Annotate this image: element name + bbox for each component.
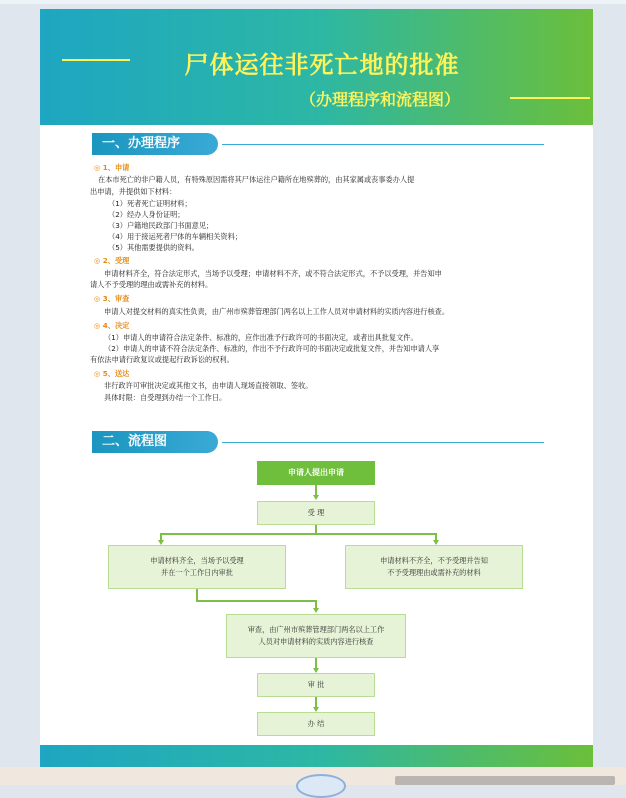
procedure-text-line: （2）申请人的申请不符合法定条件、标准的，作出不予行政许可的书面决定或批复文件，并告知申请人享 [104, 344, 440, 353]
procedure-step-heading: ◎ 2、受理 [94, 256, 130, 265]
subtitle-right-line [510, 97, 590, 99]
footer-banner [40, 745, 593, 767]
flow-review-line-1: 审查，由广州市殡葬管理部门两名以上工作 [247, 625, 385, 634]
flow-branch-line [160, 533, 436, 535]
flow-accepted-line-2: 并在一个工作日内审批 [161, 568, 233, 577]
title-left-line [62, 59, 130, 61]
viewer-page-indicator[interactable] [296, 774, 346, 798]
flow-review-box [226, 614, 406, 658]
flow-rejected-line-2: 不予受理理由或需补充的材料 [387, 568, 481, 577]
section-2-rule [222, 442, 544, 443]
flow-line [315, 525, 317, 533]
procedure-step-heading: ◎ 5、送达 [94, 369, 130, 378]
procedure-text-line: 出申请，并提供如下材料： [90, 187, 177, 196]
flow-start-box: 申请人提出申请 [257, 461, 375, 485]
page-subtitle: （办理程序和流程图） [299, 90, 460, 109]
procedure-text-line: （1）申请人的申请符合法定条件、标准的，应作出准予行政许可的书面决定，或者出具批复文件。 [104, 333, 418, 342]
flow-arrow [313, 608, 319, 613]
section-1-rule [222, 144, 544, 145]
procedure-text-line: （5）其他需要提供的资料。 [108, 243, 199, 252]
flow-finish-box: 办 结 [257, 712, 375, 736]
flow-accepted-line-1: 申请材料齐全，当场予以受理 [150, 556, 244, 565]
flow-accept-box: 受 理 [257, 501, 375, 525]
procedure-step-heading: ◎ 1、申请 [94, 163, 130, 172]
procedure-step-heading: ◎ 3、审查 [94, 294, 130, 303]
procedure-text-line: 申请人对提交材料的真实性负责，由广州市殡葬管理部门两名以上工作人员对申请材料的实质内容进行核查。 [104, 307, 450, 316]
page-title: 尸体运往非死亡地的批准 [184, 51, 460, 79]
flow-accepted-box [108, 545, 286, 589]
section-2-heading: 二、流程图 [92, 431, 218, 453]
flow-rejected-box [345, 545, 523, 589]
flow-rejected-line-1: 申请材料不齐全，不予受理并告知 [380, 556, 488, 565]
flow-review-line-2: 人员对申请材料的实质内容进行核查 [258, 637, 374, 646]
flow-line [196, 600, 316, 602]
viewer-bottom-thumbnails [395, 776, 615, 785]
procedure-text-line: 申请材料齐全，符合法定形式，当场予以受理；申请材料不齐，或不符合法定形式，不予以受理，并告知申 [104, 269, 442, 278]
procedure-text-line: （1）死者死亡证明材料； [108, 199, 192, 208]
procedure-text-line: 有依法申请行政复议或提起行政诉讼的权利。 [90, 355, 234, 364]
flow-arrow [313, 495, 319, 500]
procedure-text-line: （2）经办人身份证明； [108, 210, 185, 219]
procedure-text-line: 在本市死亡的非户籍人员，有特殊原因需将其尸体运往户籍所在地殡葬的，由其家属或丧事委办人提 [98, 175, 415, 184]
procedure-text-line: 非行政许可审批决定或其他文书，由申请人现场直接领取、签收。 [104, 381, 313, 390]
procedure-text-line: 请人不予受理的理由或需补充的材料。 [90, 280, 213, 289]
flow-approve-box: 审 批 [257, 673, 375, 697]
procedure-text-line: （3）户籍地民政部门书面意见； [108, 221, 214, 230]
procedure-text-line: 具体时限：自受理到办结一个工作日。 [104, 393, 227, 402]
document-page [40, 9, 593, 767]
viewer-top-strip [0, 0, 626, 4]
section-1-heading: 一、办理程序 [92, 133, 218, 155]
procedure-text-line: （4）用于接运死者尸体的车辆相关资料； [108, 232, 242, 241]
procedure-step-heading: ◎ 4、决定 [94, 321, 130, 330]
